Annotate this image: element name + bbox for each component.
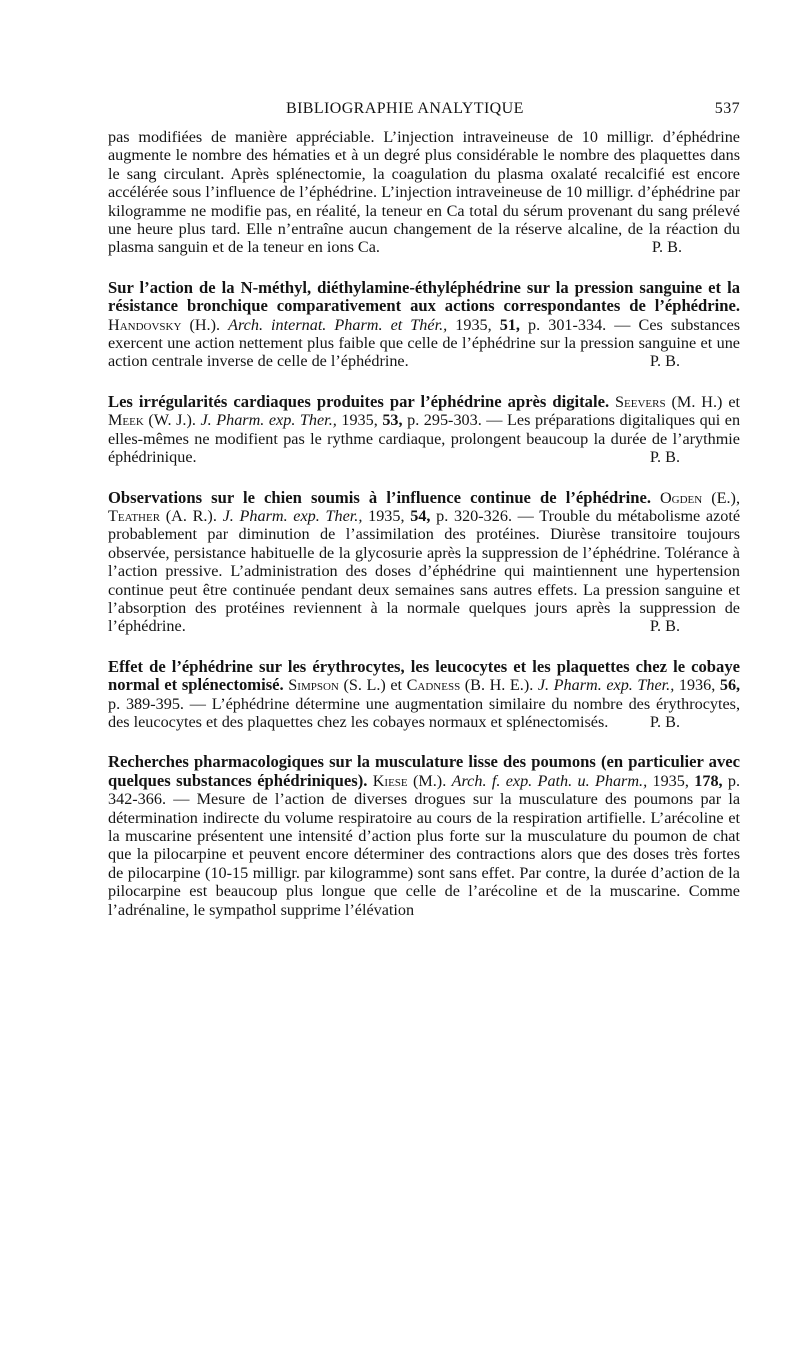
- page-number: 537: [714, 100, 740, 117]
- entry-body: Ces substances exercent une action nettement plus faible que celle de l’éphédrine sur la pression sanguine et une action centrale inverse de celle de l’éphédrine.: [108, 315, 741, 371]
- entry-author-2-initials: (B. H. E.).: [464, 676, 534, 695]
- running-title: BIBLIOGRAPHIE ANALYTIQUE: [286, 100, 524, 117]
- entry-author-2: Cadness: [406, 676, 461, 695]
- entry-journal: J. Pharm. exp. Ther.,: [537, 676, 675, 695]
- entry-author-2: Teather: [108, 506, 161, 525]
- bibliography-entry: [108, 658, 740, 732]
- entry-author-2-initials: (W. J.).: [148, 411, 196, 430]
- entry-body: Mesure de l’action de diverses drogues sur la musculature des poumons par la détermination indirecte du volume respiratoire au cours de la respiration artifielle. L’arécoline et la muscarine présentent une intensité d’action plus forte sur la musculature du poumon de chat que la pilocarpine et peuvent encore déterminer des contractions alors que des doses très fortes de pilocarpine (10-15 milligr. par kilogramme) sont sans effet. Par contre, la durée d’action de la pilocarpine est beaucoup plus longue que celle de l’arécoline et de la muscarine. Comme l’adrénaline, le sympathol supprime l’élévation: [108, 790, 741, 919]
- entry-year: 1935,: [652, 771, 689, 790]
- entry-year: 1936,: [678, 676, 716, 695]
- entry-journal: J. Pharm. exp. Ther.,: [200, 411, 337, 430]
- bibliography-content: [108, 128, 740, 919]
- entry-year: 1935,: [368, 506, 405, 525]
- bibliography-entry: [108, 393, 740, 467]
- entry-pages: p. 342-366. —: [108, 771, 741, 809]
- entry-title: Effet de l’éphédrine sur les érythrocytes, les leucocytes et les plaquettes chez le cobaye normal et splénectomisé.: [108, 656, 740, 695]
- entry-title: Sur l’action de la N-méthyl, diéthylamine-éthyléphédrine sur la pression sanguine et la résistance bronchique comparativement aux actions correspondantes de l’éphédrine.: [108, 277, 740, 316]
- entry-signature: P. B.: [649, 352, 680, 371]
- entry-author-1: Ogden: [659, 488, 703, 507]
- entry-pages: p. 320-326. —: [436, 506, 534, 525]
- entry-author-1: Simpson: [288, 676, 339, 695]
- bibliography-entry: [108, 279, 740, 371]
- entry-journal: Arch. internat. Pharm. et Thér.,: [228, 315, 448, 334]
- bibliography-entry-continued: [108, 128, 740, 257]
- entry-volume: 51,: [499, 315, 520, 334]
- entry-volume: 54,: [410, 506, 431, 525]
- entry-journal: J. Pharm. exp. Ther.,: [222, 506, 363, 525]
- bibliography-entry: [108, 753, 740, 919]
- entry-author-1: Seevers: [615, 392, 666, 411]
- entry-author-2-initials: (A. R.).: [165, 506, 217, 525]
- bibliography-entry: [108, 489, 740, 636]
- entry-volume: 56,: [719, 676, 741, 695]
- entry-title: Les irrégularités cardiaques produites par l’éphédrine après digitale.: [108, 391, 610, 411]
- entry-body: Les préparations digitaliques qui en elles-mêmes ne modifient pas le rythme cardiaque, prolongent beaucoup la durée de l’arythmie éphédrinique.: [108, 411, 741, 467]
- entry-signature: P. B.: [651, 238, 682, 257]
- entry-year: 1935,: [455, 315, 492, 334]
- entry-volume: 53,: [382, 411, 403, 430]
- entry-authors: Kiese (M.).: [372, 771, 447, 790]
- running-header: [108, 100, 740, 124]
- entry-journal: Arch. f. exp. Path. u. Pharm.,: [451, 771, 648, 790]
- entry-author-1-initials: (M. H.) et: [671, 392, 741, 411]
- entry-volume: 178,: [694, 771, 723, 790]
- entry-pages: p. 295-303. —: [407, 411, 503, 430]
- entry-pages: p. 301-334. —: [528, 315, 631, 334]
- entry-author-1-initials: (E.),: [711, 488, 740, 507]
- entry-signature: P. B.: [649, 617, 680, 636]
- entry-year: 1935,: [341, 411, 378, 430]
- entry-author-1-initials: (S. L.) et: [343, 676, 403, 695]
- entry-signature: P. B.: [649, 712, 680, 731]
- entry-title: Observations sur le chien soumis à l’influence continue de l’éphédrine.: [108, 487, 651, 507]
- entry-body: L’éphédrine détermine une augmentation similaire du nombre des érythrocytes, des leucocytes et des plaquettes chez les cobayes normaux et splénectomisés.: [108, 694, 741, 731]
- entry-body: Trouble du métabolisme azoté probablement par diminution de l’assimilation des protéines. Diurèse transitoire toujours observée, persistance habituelle de la glycosurie après la suppression de l’éphédrine. Tolérance à l’action pressive. L’administration des doses d’éphédrine qui maintiennent une hypertension continue peut être continuée pendant deux semaines sans autres effets. La pression sanguine et l’absorption des protéines reviennent à la normale quelques jours après la suppression de l’éphédrine.: [108, 506, 741, 636]
- entry-author-2: Meek: [108, 411, 144, 430]
- entry-signature: P. B.: [649, 448, 680, 467]
- entry-pages: p. 389-395. —: [108, 694, 206, 713]
- entry-body: pas modifiées de manière appréciable. L’injection intraveineuse de 10 milligr. d’éphédrine augmente le nombre des hématies et à un degré plus considérable le nombre des plaquettes dans le sang circulant. Après splénectomie, la coagulation du plasma oxalaté recalcifié est encore accélérée sous l’influence de l’éphédrine. L’injection intraveineuse de 10 milligr. d’éphédrine par kilogramme ne modifie pas, en réalité, la teneur en Ca total du sérum provenant du sang prélevé une heure plus tard. Elle n’entraîne aucun changement de la réserve alcaline, de la réaction du plasma sanguin et de la teneur en ions Ca.: [108, 128, 740, 257]
- entry-title: Recherches pharmacologiques sur la musculature lisse des poumons (en particulier avec quelques substances éphédriniques).: [108, 752, 740, 790]
- entry-authors: Handovsky (H.).: [108, 315, 221, 334]
